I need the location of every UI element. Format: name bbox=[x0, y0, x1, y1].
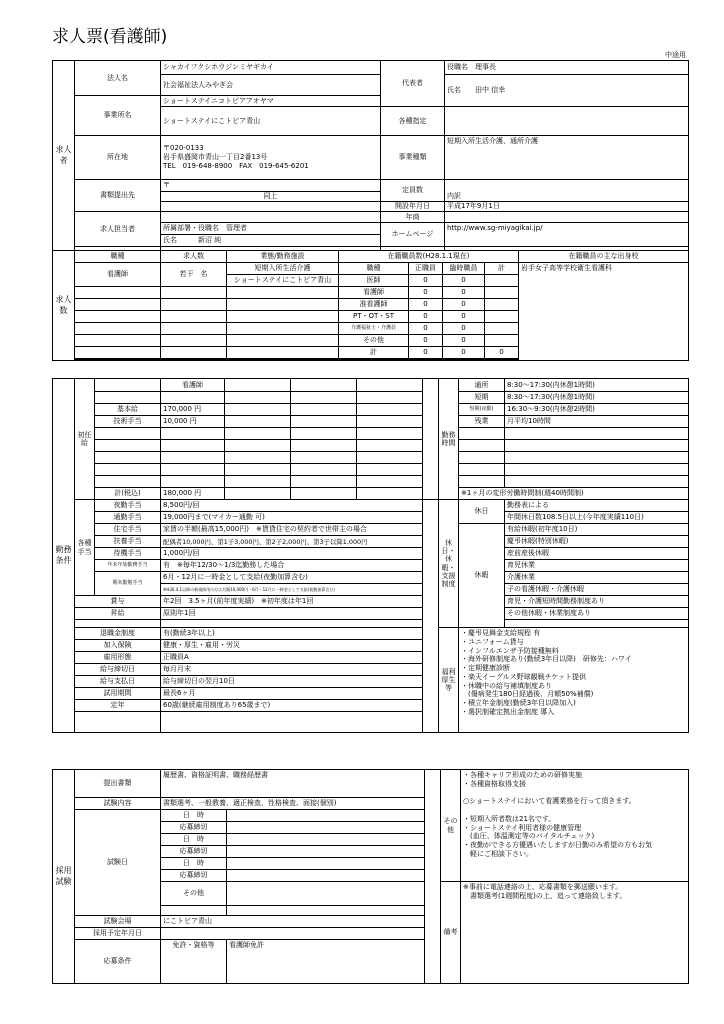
staff-count-title: 在籍職員数(H28.1.1現在) bbox=[339, 251, 519, 263]
exam-table bbox=[52, 769, 689, 984]
job-column-header: 職種 bbox=[75, 251, 161, 263]
allowance-label: 年末年始勤務手当 bbox=[95, 560, 161, 572]
work-hours-label: 勤務時間 bbox=[439, 379, 459, 500]
exam-datetime-label: 日 時 bbox=[161, 810, 227, 822]
pay-cutoff-label: 給与締切日 bbox=[75, 664, 161, 676]
office-name: ショートステイにこトピア青山 bbox=[161, 107, 381, 136]
office-name-kana: ショートステイニコトピアアオヤマ bbox=[161, 96, 381, 107]
starting-salary-label: 初任給 bbox=[75, 379, 95, 500]
allowance-value: 1,000円/回 bbox=[161, 548, 423, 560]
leave-item: 育児休業 bbox=[505, 560, 689, 572]
staff-header-temp: 臨時職員 bbox=[443, 263, 485, 275]
leave-item: 産前産後休暇 bbox=[505, 548, 689, 560]
retirement-label: 退職金制度 bbox=[75, 628, 161, 640]
remarks-item: 書類選考(1週間程度)の上、追って連絡致します。 bbox=[463, 891, 627, 900]
allowance-label: 扶養手当 bbox=[95, 536, 161, 548]
contact-label: 求人担当者 bbox=[75, 212, 161, 247]
staff-total-label: 計 bbox=[339, 347, 409, 359]
work-form-facility: ショートステイにこトピア青山 bbox=[227, 275, 339, 287]
documents-label: 提出書類 bbox=[75, 770, 161, 798]
submission-postal: 〒 bbox=[161, 180, 381, 192]
venue-label: 試験会場 bbox=[75, 916, 161, 928]
leave-item: その他休暇・休業制度あり bbox=[505, 608, 689, 620]
contact-name: 氏名 新沼 純 bbox=[161, 235, 381, 247]
misc-item bbox=[463, 806, 686, 815]
work-hours-note: ※1ヶ月の変形労働時間制(週40時間制) bbox=[459, 488, 689, 500]
staff-header-total: 計 bbox=[485, 263, 519, 275]
established-label: 開設年月日 bbox=[381, 202, 445, 212]
leave-item: 慶弔休暇(特別休暇) bbox=[505, 536, 689, 548]
payday-label: 給与支払日 bbox=[75, 676, 161, 688]
allowance-value: 6月・12月に一時金として支給(夜勤加算含む) bbox=[161, 572, 423, 584]
time-label: 短期 bbox=[459, 392, 505, 404]
recruit-section-label: 求人数 bbox=[53, 251, 75, 361]
representative-name: 氏名 田中 信幸 bbox=[445, 75, 689, 107]
time-label: 通所 bbox=[459, 379, 505, 392]
leave-label: 休暇 bbox=[459, 524, 505, 628]
page-title: 求人票(看護師) bbox=[52, 27, 168, 47]
staff-total-temp: 0 bbox=[443, 347, 485, 359]
employer-table bbox=[52, 60, 689, 251]
allowance-label: 待機手当 bbox=[95, 548, 161, 560]
insurance-label: 加入保険 bbox=[75, 640, 161, 652]
hire-date-label: 採用予定年月日 bbox=[75, 928, 161, 940]
salary-total-label: 計(税込) bbox=[95, 488, 161, 500]
retirement: 有(勤続3年以上) bbox=[161, 628, 423, 640]
phone-fax: TEL 019-648-8900 FAX 019-645-6201 bbox=[163, 161, 309, 170]
bonus: 年2回 3.5ヶ月(前年度実績) ※初年度は年1回 bbox=[161, 596, 423, 608]
staff-full: 0 bbox=[409, 299, 443, 311]
other-date-label: その他 bbox=[161, 882, 227, 906]
welfare-item: ・インフルエンザ予防接種無料 bbox=[461, 646, 559, 655]
form-column-header: 業態/勤務施設 bbox=[227, 251, 339, 263]
staff-role: PT・OT・ST bbox=[339, 311, 409, 323]
business-type-label: 事業種類 bbox=[381, 136, 445, 180]
staff-role: 看護師 bbox=[339, 287, 409, 299]
welfare-item: ・慶弔見舞金支給規程 有 bbox=[461, 629, 541, 637]
misc-item: ・短期入所者数は21名です。 bbox=[463, 814, 556, 823]
representative-title: 役職名 理事長 bbox=[445, 61, 689, 75]
leave-item: 育児・介護短時間勤務制度あり bbox=[505, 596, 689, 608]
time-label: 残業 bbox=[459, 416, 505, 428]
allowance-label: 夜勤手当 bbox=[95, 500, 161, 512]
contact-blank bbox=[161, 212, 381, 223]
misc-item: ・各種キャリア形成のための研修実施 bbox=[463, 771, 582, 779]
tech-allowance-label: 技術手当 bbox=[95, 416, 161, 428]
welfare-item: ・積立年金制度(勤続3年目以降加入) bbox=[461, 699, 576, 707]
staff-temp: 0 bbox=[443, 311, 485, 323]
documents: 履歴書、資格証明書、職務経歴書 bbox=[161, 770, 425, 798]
trial-period-label: 試用期間 bbox=[75, 688, 161, 700]
time-value: 8:30～17:30(内休憩1時間) bbox=[505, 392, 689, 404]
salary-total: 180,000 円 bbox=[161, 488, 225, 500]
staff-header-role: 職種 bbox=[339, 263, 409, 275]
recruit-table bbox=[52, 250, 689, 361]
bonus-label: 賞与 bbox=[75, 596, 161, 608]
contact-department: 所属部署・役職名 管理者 bbox=[161, 223, 381, 235]
work-section-label: 勤務条件 bbox=[53, 379, 75, 733]
office-name-label: 事業所名 bbox=[75, 96, 161, 136]
staff-temp: 0 bbox=[443, 299, 485, 311]
requirements-label: 応募条件 bbox=[75, 940, 161, 984]
staff-role: その他 bbox=[339, 335, 409, 347]
business-type: 短期入所生活介護、通所介護 bbox=[445, 136, 689, 180]
misc-item: 軽にご相談下さい。 bbox=[463, 849, 533, 858]
sales-label: 年商 bbox=[381, 212, 445, 223]
welfare-item: ・ユニフォーム貸与 bbox=[461, 637, 524, 646]
corp-name-label: 法人名 bbox=[75, 61, 161, 96]
submission-same: 同上 bbox=[161, 192, 381, 202]
staff-grand-total: 0 bbox=[485, 347, 519, 359]
capacity-breakdown: 内訳 bbox=[445, 180, 689, 202]
tech-allowance: 10,000 円 bbox=[161, 416, 225, 428]
welfare-item: ・海外研修制度あり(勤続3年目以降) 研修先：ハワイ bbox=[461, 655, 632, 664]
welfare-item: ・選択制確定拠出金制度 導入 bbox=[461, 707, 555, 716]
employment-type: 正職員A bbox=[161, 652, 423, 664]
insurance: 健康・厚生・雇用・労災 bbox=[161, 640, 423, 652]
raise: 原則年1回 bbox=[161, 608, 423, 620]
staff-temp: 0 bbox=[443, 275, 485, 287]
employer-section-label: 求人者 bbox=[53, 61, 75, 251]
deadline-label: 応募締切 bbox=[161, 870, 227, 882]
sales-value bbox=[445, 212, 689, 223]
corp-name: 社会福祉法人みやぎ会 bbox=[161, 75, 381, 96]
misc-label: その他 bbox=[441, 770, 461, 882]
staff-full: 0 bbox=[409, 275, 443, 287]
corp-name-kana: シャカイフクシホウジンミヤギカイ bbox=[161, 61, 381, 75]
welfare-item: (傷病発生180日経過後、月額50%補償) bbox=[461, 690, 594, 699]
allowance-label: 住宅手当 bbox=[95, 524, 161, 536]
time-value: 16:30～9:30(内休憩2時間) bbox=[505, 404, 689, 416]
staff-role: 医師 bbox=[339, 275, 409, 287]
staff-full: 0 bbox=[409, 335, 443, 347]
leave-item: 介護休業 bbox=[505, 572, 689, 584]
exam-datetime-label: 日 時 bbox=[161, 858, 227, 870]
time-label: 短期(夜勤) bbox=[459, 404, 505, 416]
leave-item: 子の看護休暇・介護休暇 bbox=[505, 584, 689, 596]
staff-role: 准看護師 bbox=[339, 299, 409, 311]
address: 岩手県盛岡市青山一丁目2番13号 bbox=[163, 153, 268, 162]
staff-temp: 0 bbox=[443, 335, 485, 347]
recruit-count: 若干 名 bbox=[161, 263, 227, 287]
allowance-value: 配偶者10,000円、第1子3,000円、第2子2,000円、第3子以降1,000円 bbox=[161, 536, 423, 548]
form-type-label: 中途用 bbox=[665, 51, 686, 59]
trial-period: 最長6ヶ月 bbox=[161, 688, 423, 700]
postal-code: 〒020-0133 bbox=[163, 144, 204, 153]
allowance-value: 19,000円まで(マイカー通勤 可) bbox=[161, 512, 423, 524]
exam-date-label: 試験日 bbox=[75, 810, 161, 916]
misc-item bbox=[463, 789, 686, 798]
staff-full: 0 bbox=[409, 311, 443, 323]
license-value: 看護師免許 bbox=[227, 940, 425, 984]
allowance-value: 家賃の半額(最高15,000円) ※賃貸住宅の契約者で世帯主の場合 bbox=[161, 524, 423, 536]
welfare-item: ・休職中の給与補填制度あり bbox=[461, 681, 552, 690]
holiday-rule: 勤務表による bbox=[505, 500, 689, 512]
allowance-value: 有 ※毎年12/30～1/3迄勤務した場合 bbox=[161, 560, 423, 572]
work-form-service: 短期入所生活介護 bbox=[227, 263, 339, 275]
submission-blank bbox=[161, 202, 381, 212]
staff-role: 介護福祉士・介護員 bbox=[339, 323, 409, 335]
time-value: 月平均10時間 bbox=[505, 416, 689, 428]
pay-cutoff: 毎月月末 bbox=[161, 664, 423, 676]
exam-datetime-label: 日 時 bbox=[161, 834, 227, 846]
homepage-label: ホームページ bbox=[381, 223, 445, 247]
school-title: 在籍職員の主な出身校 bbox=[519, 251, 689, 263]
holiday-days: 年間休日数108.5日以上(今年度実績110日) bbox=[505, 512, 689, 524]
staff-full: 0 bbox=[409, 323, 443, 335]
misc-item: ・各種資格取得支援 bbox=[463, 779, 526, 788]
exam-content-label: 試験内容 bbox=[75, 798, 161, 810]
welfare-item: ・楽天イーグルス野球観戦チケット提供 bbox=[461, 672, 586, 681]
exam-section-label: 採用試験 bbox=[53, 770, 75, 984]
job-name: 看護師 bbox=[75, 263, 161, 287]
submission-label: 書類提出先 bbox=[75, 180, 161, 212]
staff-temp: 0 bbox=[443, 287, 485, 299]
holiday-support-label: 休日・休暇・支援制度 bbox=[439, 500, 459, 628]
allowance-label: 期末勤勉手当 bbox=[95, 572, 161, 596]
allowance-label: 通勤手当 bbox=[95, 512, 161, 524]
deadline-label: 応募締切 bbox=[161, 846, 227, 858]
payday: 給与締切日の翌月10日 bbox=[161, 676, 423, 688]
work-conditions-table bbox=[52, 378, 689, 733]
designation-label: 各種指定 bbox=[381, 107, 445, 136]
misc-item: (血圧、体温測定等のバイタルチェック) bbox=[463, 832, 595, 841]
misc-item: ・夜勤ができる方優遇いたしますが日勤のみ希望の方もお気 bbox=[463, 841, 652, 849]
exam-content: 書類選考、一般教養、適正検査、性格検査、面接(個別) bbox=[161, 798, 425, 810]
allowance-value: 8,500円/回 bbox=[161, 500, 423, 512]
remarks-item: ※事前に電話連絡の上、応募書類を郵送願います。 bbox=[463, 883, 623, 891]
address-label: 所在地 bbox=[75, 136, 161, 180]
employment-type-label: 雇用形態 bbox=[75, 652, 161, 664]
raise-label: 昇給 bbox=[75, 608, 161, 620]
retirement-age: 60歳(継続雇用制度あり65歳まで) bbox=[161, 700, 423, 712]
basic-salary-label: 基本給 bbox=[95, 404, 161, 416]
count-column-header: 求人数 bbox=[161, 251, 227, 263]
staff-total-full: 0 bbox=[409, 347, 443, 359]
holiday-label: 休日 bbox=[459, 500, 505, 524]
retirement-age-label: 定年 bbox=[75, 700, 161, 712]
staff-full: 0 bbox=[409, 287, 443, 299]
homepage-link[interactable]: http://www.sg-miyagikai.jp/ bbox=[445, 223, 689, 247]
misc-item: ・ショートステイ利用者様の健康管理 bbox=[463, 823, 582, 832]
welfare-label: 福利厚生等 bbox=[439, 628, 459, 733]
time-value: 8:30～17:30(内休憩1時間) bbox=[505, 379, 689, 392]
established-date: 平成17年9月1日 bbox=[445, 202, 689, 212]
capacity-label: 定員数 bbox=[381, 180, 445, 202]
deadline-label: 応募締切 bbox=[161, 822, 227, 834]
staff-header-full: 正職員 bbox=[409, 263, 443, 275]
representative-label: 代表者 bbox=[381, 61, 445, 107]
staff-temp: 0 bbox=[443, 323, 485, 335]
welfare-item: ・定期健康診断 bbox=[461, 664, 510, 672]
remarks-label: 備考 bbox=[441, 882, 461, 984]
basic-salary: 170,000 円 bbox=[161, 404, 225, 416]
misc-item: ○ショートステイにおいて看護業務を行って頂きます。 bbox=[463, 797, 636, 806]
venue: にこトピア青山 bbox=[161, 916, 425, 928]
allowance-section-label: 各種手当 bbox=[75, 500, 95, 596]
leave-item: 有給休暇(初年度10日) bbox=[505, 524, 689, 536]
salary-column-header: 看護師 bbox=[161, 379, 225, 392]
school-name: 岩手女子高等学校衛生看護科 bbox=[519, 263, 689, 361]
allowance-note: ※H30.4.1以降の新規採用の方は月額10,000円・6月・12月に一時金として支給(夜勤加算含む) bbox=[161, 584, 423, 596]
designation-value bbox=[445, 107, 689, 136]
license-label: 免許・資格等 bbox=[161, 940, 227, 984]
